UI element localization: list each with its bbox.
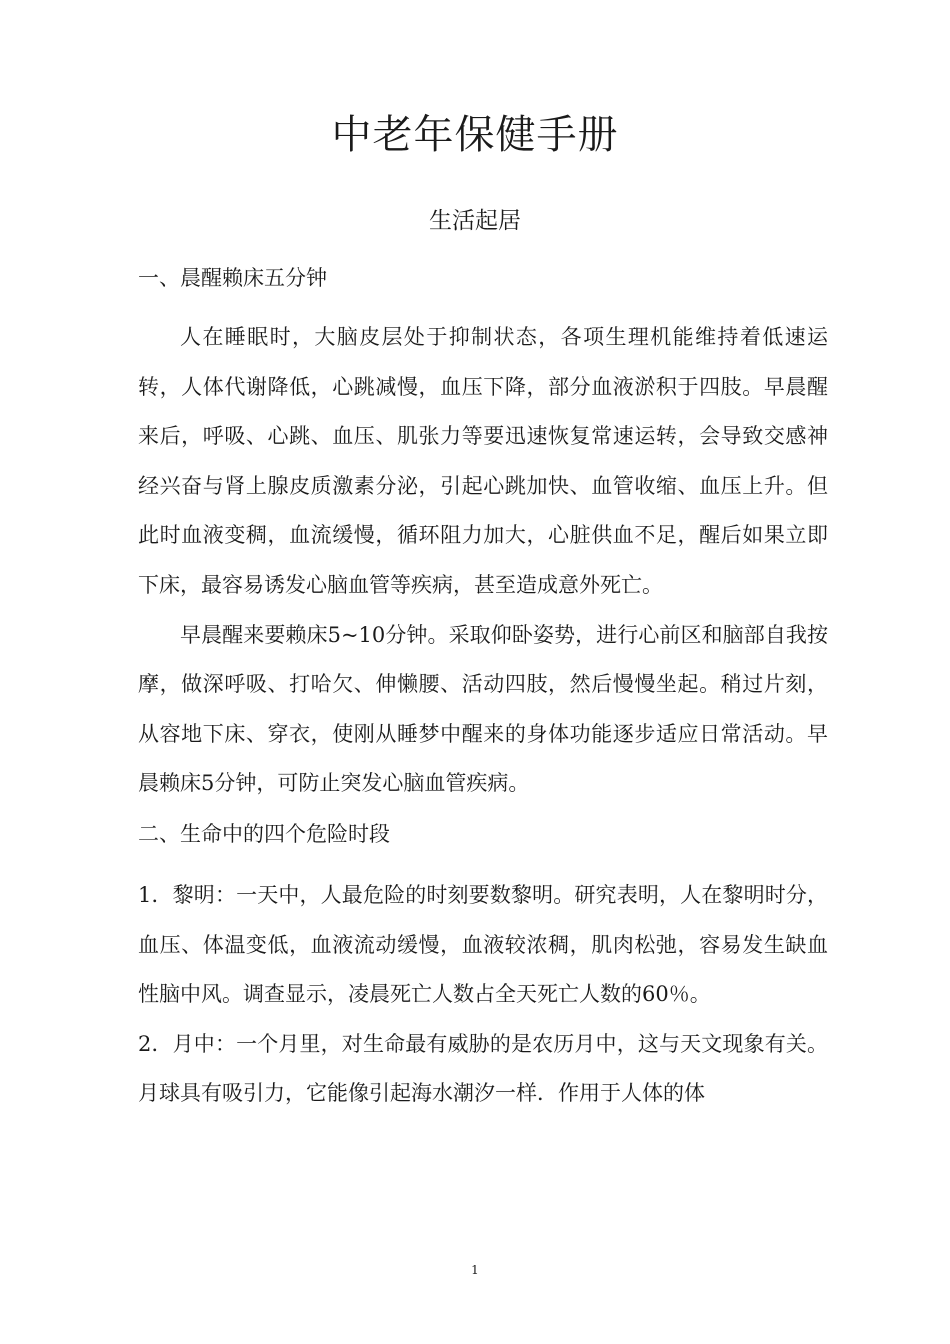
document-title: 中老年保健手册 [331,112,619,158]
section-heading-1: 一、晨醒赖床五分钟 [138,266,327,290]
document-subtitle: 生活起居 [429,208,521,234]
section-2-item-1: 1．黎明：一天中，人最危险的时刻要数黎明。研究表明，人在黎明时分，血压、体温变低，血液流动缓慢，血液较浓稠，肌肉松弛，容易发生缺血性脑中风。调查显示，凌晨死亡人数占全天死亡人数的60％。 [138,882,828,1007]
document-body [138,258,828,1119]
section-1-paragraph-2: 早晨醒来要赖床5~10分钟。采取仰卧姿势，进行心前区和脑部自我按摩，做深呼吸、打哈欠、伸懒腰、活动四肢，然后慢慢坐起。稍过片刻，从容地下床、穿衣，使刚从睡梦中醒来的身体功能逐步适应日常活动。早晨赖床5分钟，可防止突发心脑血管疾病。 [138,622,828,796]
section-heading-2: 二、生命中的四个危险时段 [138,821,390,846]
section-2-item-2: 2．月中：一个月里，对生命最有威胁的是农历月中，这与天文现象有关。月球具有吸引力，它能像引起海水潮汐一样．作用于人体的体 [138,1031,828,1106]
section-1-paragraph-1: 人在睡眠时，大脑皮层处于抑制状态，各项生理机能维持着低速运转，人体代谢降低，心跳减慢，血压下降，部分血液淤积于四肢。早晨醒来后，呼吸、心跳、血压、肌张力等要迅速恢复常速运转，会导致交感神经兴奋与肾上腺皮质激素分泌，引起心跳加快、血管收缩、血压上升。但此时血液变稠，血流缓慢，循环阻力加大，心脏供血不足，醒后如果立即下床，最容易诱发心脑血管等疾病，甚至造成意外死亡。 [138,325,828,597]
page-number: 1 [471,1263,479,1277]
